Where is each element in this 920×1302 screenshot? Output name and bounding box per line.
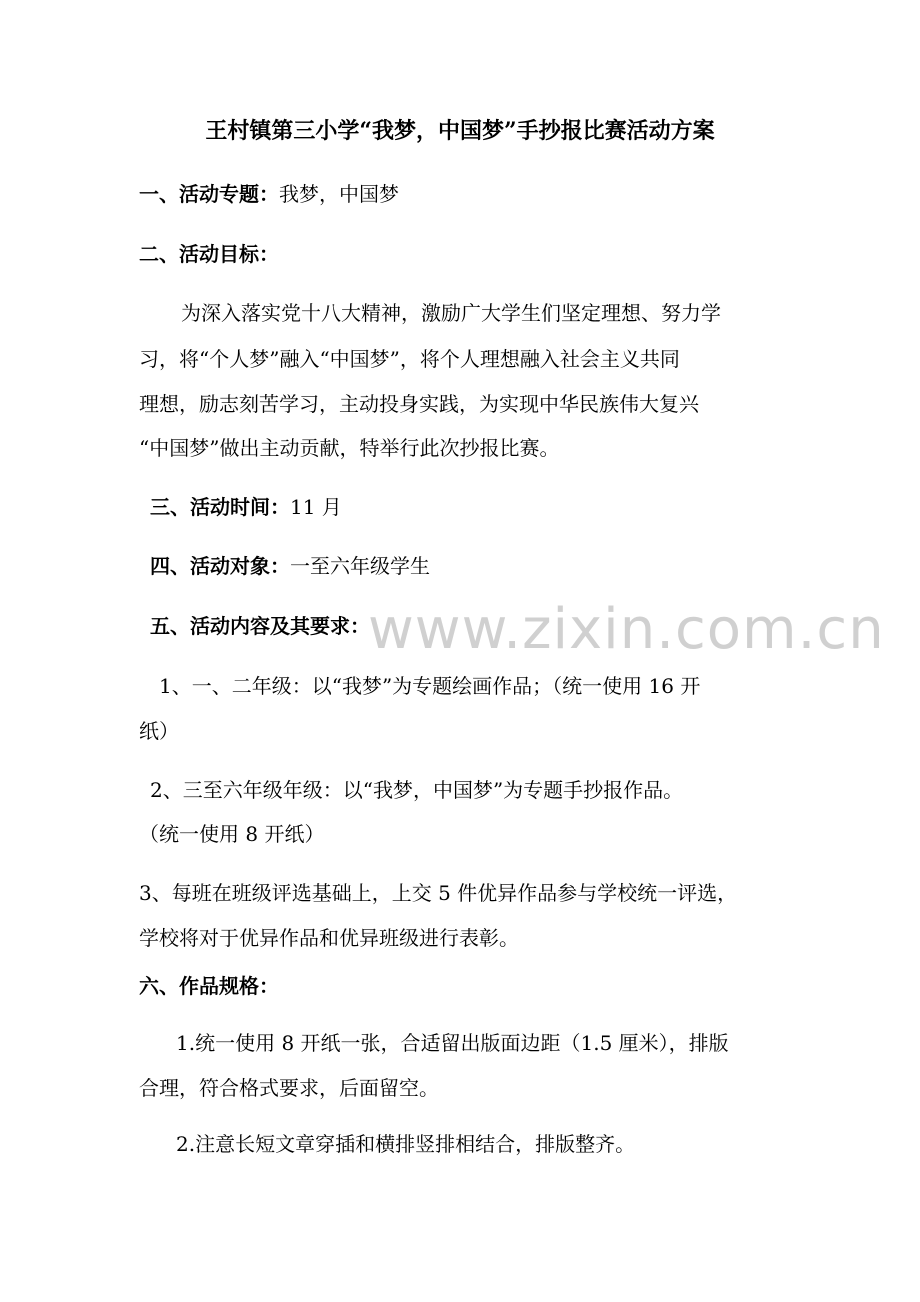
document-title: 王村镇第三小学“我梦，中国梦”手抄报比赛活动方案 [205,118,715,144]
paragraph-line: “中国梦”做出主动贡献，特举行此次抄报比赛。 [139,436,560,460]
paragraph-line: 理想，励志刻苦学习，主动投身实践，为实现中华民族伟大复兴 [139,392,699,416]
list-item-line: 合理，符合格式要求，后面留空。 [139,1076,439,1100]
section-goal-heading: 二、活动目标： [139,242,279,266]
section-text: 一至六年级学生 [290,554,430,578]
list-item-line: 2、三至六年级年级：以“我梦，中国梦”为专题手抄报作品。 [150,778,684,802]
watermark: www.zixin.com.cn [368,597,885,662]
list-item-line: （统一使用 8 开纸） [139,822,325,846]
section-heading: 四、活动对象： [150,554,290,578]
list-item-line: 1.统一使用 8 开纸一张，合适留出版面边距（1.5 厘米），排版 [176,1031,729,1055]
section-time [150,494,920,520]
section-audience [150,553,920,579]
list-item-line: 纸） [139,719,179,743]
section-topic [139,181,920,207]
list-item-line: 3、每班在班级评选基础上，上交 5 件优异作品参与学校统一评选， [139,881,738,905]
paragraph-line: 习，将“个人梦”融入“中国梦”，将个人理想融入社会主义共同 [139,347,680,371]
section-text: 11 月 [290,495,342,519]
list-item-line: 1、一、二年级：以“我梦”为专题绘画作品；（统一使用 16 开 [159,674,701,698]
section-text: 我梦，中国梦 [279,182,399,206]
section-content-heading: 五、活动内容及其要求： [150,614,370,638]
section-spec-heading: 六、作品规格： [139,974,279,998]
section-heading: 三、活动时间： [150,495,290,519]
paragraph-line: 为深入落实党十八大精神，激励广大学生们坚定理想、努力学 [181,301,721,325]
list-item-line: 学校将对于优异作品和优异班级进行表彰。 [139,926,519,950]
section-heading: 一、活动专题： [139,182,279,206]
list-item-line: 2.注意长短文章穿插和横排竖排相结合，排版整齐。 [176,1132,636,1156]
